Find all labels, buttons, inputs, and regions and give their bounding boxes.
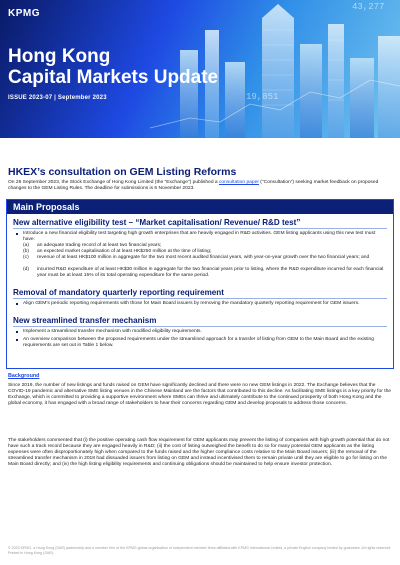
article-title: HKEX’s consultation on GEM Listing Reforms (8, 166, 237, 178)
criteria-text: an expected market capitalisation of at least HK$250 million at the time of listing; (37, 249, 212, 254)
cover-banner (0, 0, 400, 138)
section-divider (13, 326, 387, 327)
bullet-transfer-mechanism: Implement a streamlined transfer mechanism with modified eligibility requirements. (23, 329, 383, 335)
copyright-footer: © 2023 KPMG, a Hong Kong (SAR) partnership and a member firm of the KPMG global organisation of independent member firms affiliated with KPMG International Limited, a private English company limited by guarantee. All rights reserved. Printed in Hong Kong (SAR). (8, 546, 392, 555)
section-title-eligibility-test: New alternative eligibility test – “Market capitalisation/ Revenue/ R&D test” (13, 218, 301, 227)
intro-text-before: On 26 September 2023, the Stock Exchange of Hong Kong Limited (the “Exchange”) published a (8, 180, 219, 185)
criteria-text: revenue of at least HK$100 million in aggregate for the two most recent audited financial years, with year-on-year growth over the two financial years; and (37, 255, 370, 260)
main-proposals-box (6, 199, 394, 369)
main-proposals-header (7, 200, 393, 214)
background-paragraph-2: The stakeholders commented that (i) the positive operating cash flow requirement for GEM applicants may prevent the listing of companies with high growth potential that do not have such a track record because they are engaged heavily in R&D; (ii) the cost of listing outweighed the benefit to do so for many potential GEM applicants as the listing expenses were often disproportionately high when compared to the funds raised and the higher compliance costs relative to the Main Board issuers; (iii) the removal of the streamlined transfer mechanism in 2018 had dissuaded issuers from listing on GEM and instead incentivised them to remain private until they are eligible to go for listing on the Main Board directly; and (iv) the high listing eligibility requirements and continuing obligations should be maintained to help ensure investor protection. (8, 438, 390, 467)
section-title-quarterly-reporting: Removal of mandatory quarterly reporting requirement (13, 288, 224, 297)
intro-text-after: (“Consultation”) seeking market feedback on proposed changes to the GEM Listing Rules. The deadline for submissions is 6 November 2023. (8, 180, 379, 191)
criteria-text: an adequate trading record of at least two financial years; (37, 243, 162, 248)
bullet-overview-comparison: An overview comparison between the proposed requirements under the streamlined approach for a transfer of listing from GEM to the Main Board and the existing requirements are set out in Table 1 below. (23, 337, 383, 349)
background-paragraph-1: Since 2019, the number of new listings and funds raised on GEM have significantly declined and there were no new GEM listings in 2022. The Exchange believes that the COVID-19 pandemic and alternative SME listing venues in the Chinese Mainland are the factors that contributed to this decline. As facilitating SME listings is a key priority for the Exchange, which is committed to providing a supportive environment where SMEs can thrive and ultimately contribute to the continued prosperity of both Hong Kong and the global economy, it has engaged with a broad range of stakeholders to hear their concerns regarding GEM and develop proposals to address those concerns. (8, 383, 392, 406)
publication-title (8, 46, 218, 88)
criteria-label: (c) (23, 255, 29, 260)
criteria-text: incurred R&D expenditure of at least HK$30 million in aggregate for the two financial years prior to listing, where the R&D expenditure incurred for each financial year must be at least 15% of its total operating expenditure for the same period. (37, 267, 384, 278)
section-divider (13, 228, 387, 229)
issue-label: ISSUE 2023-07 | September 2023 (8, 95, 107, 101)
section-title-transfer-mechanism: New streamlined transfer mechanism (13, 316, 157, 325)
ticker-number: 19,851 (246, 92, 279, 102)
intro-paragraph (8, 180, 392, 192)
criteria-label: (a) (23, 243, 29, 248)
bullet-eligibility-test: Introduce a new financial eligibility test targeting high growth enterprises that are heavily engaged in R&D activities. GEM listing applicants using this new test must have: (23, 231, 383, 243)
publication-title-line2: Capital Markets Update (8, 67, 219, 88)
publication-title-line1: Hong Kong (8, 46, 111, 67)
background-heading: Background (8, 373, 40, 379)
criteria-item (23, 267, 384, 285)
section-divider (13, 298, 387, 299)
ticker-number: 43,277 (352, 2, 385, 12)
bullet-quarterly-reporting: Align GEM’s periodic reporting requirements with those for Main Board issuers by removing the mandatory quarterly reporting requirement for GEM issuers. (23, 301, 383, 307)
criteria-label: (b) (23, 249, 29, 254)
criteria-item (23, 255, 373, 267)
criteria-label: (d) (23, 267, 29, 272)
kpmg-logo: KPMG (8, 8, 40, 19)
main-proposals-heading: Main Proposals (13, 202, 80, 212)
consultation-paper-link[interactable]: consultation paper (218, 180, 259, 185)
